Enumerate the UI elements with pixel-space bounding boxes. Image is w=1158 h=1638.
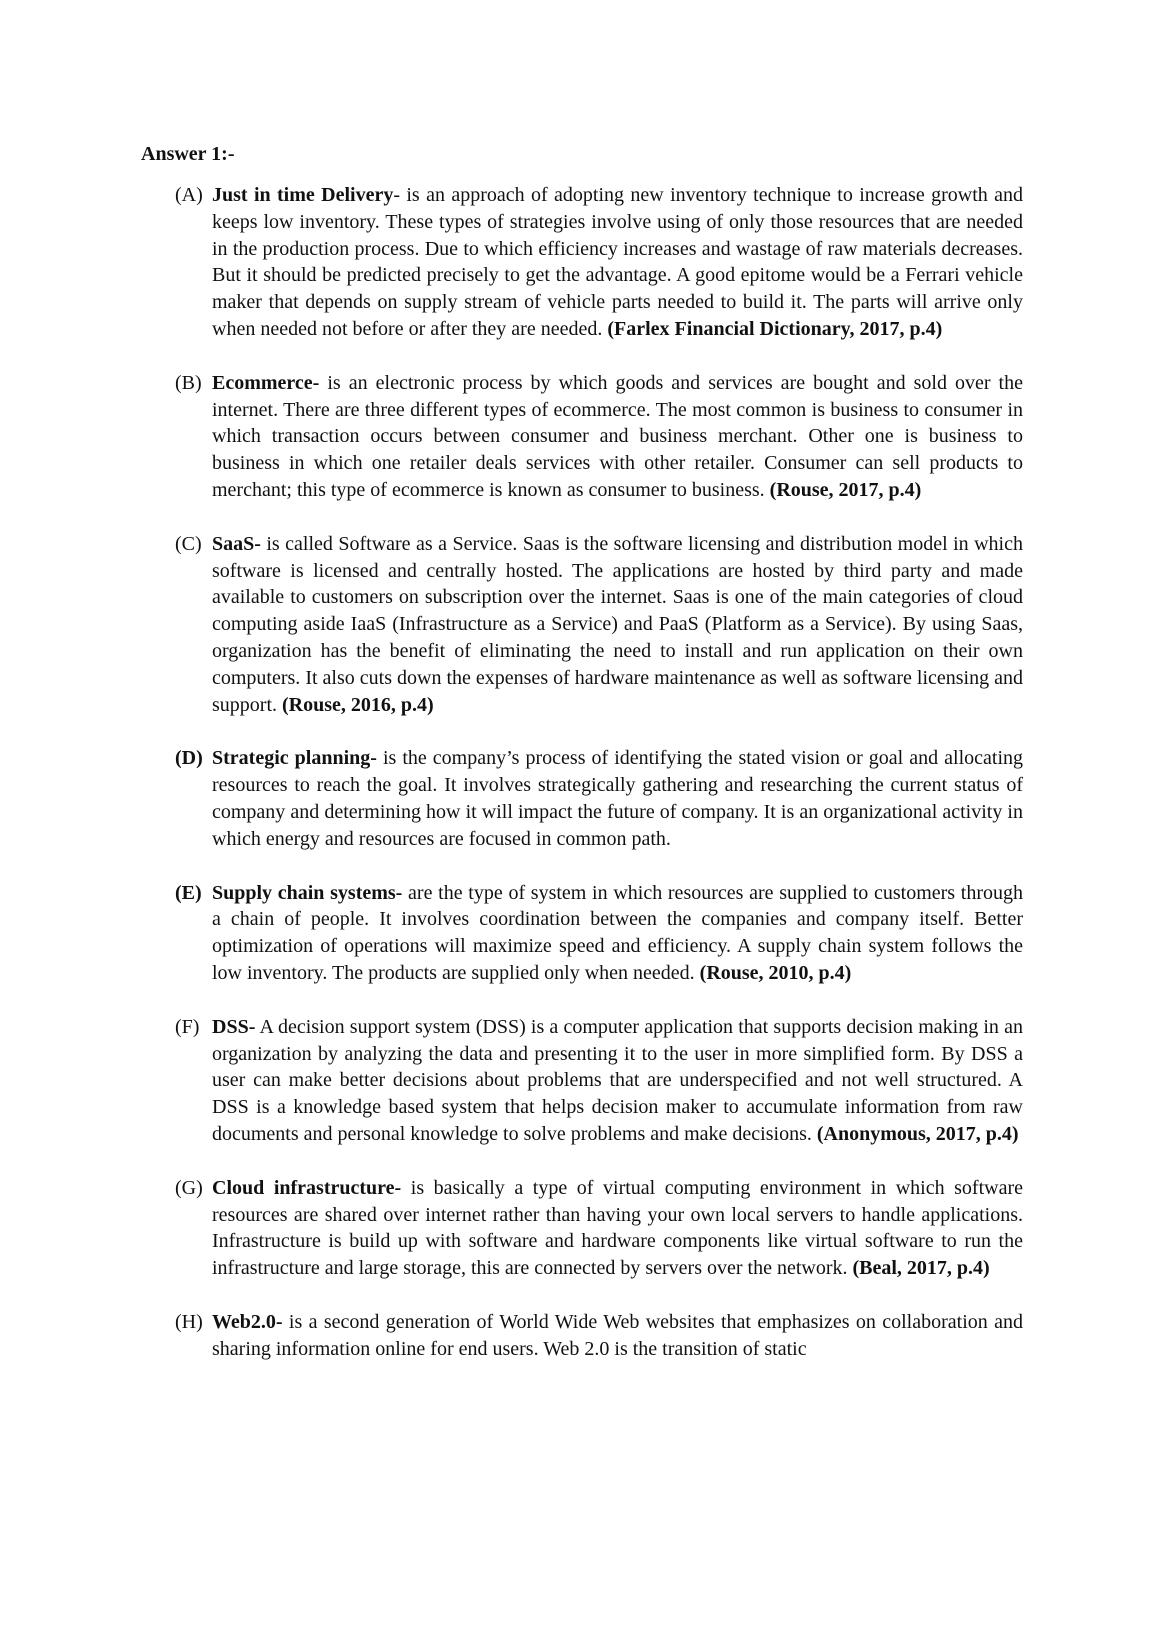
list-item-a [175, 182, 1023, 343]
item-text: - is an approach of adopting new inventory technique to increase growth and keeps low inventory. These types of strategies involve using of only those resources that are needed in the production process. Due to which efficiency increases and wastage of raw materials decreases. But it should be predicted precisely to get the advantage. A good epitome would be a Ferrari vehicle maker that depends on supply stream of vehicle parts needed to build it. The parts will arrive only when needed not before or after they are needed. [212, 184, 1024, 340]
item-text: A decision support system (DSS) is a computer application that supports decision making in an organization by analyzing the data and presenting it to the user in more simplified form. By DSS a user can make better decisions about problems that are underspecified and not well structured. A DSS is a knowledge based system that helps decision maker to accumulate information from raw documents and personal knowledge to solve problems and make decisions. [212, 1015, 1023, 1145]
item-term: Cloud infrastructure- [212, 1176, 402, 1199]
item-body [212, 745, 1023, 852]
item-citation: (Beal, 2017, p.4) [852, 1257, 990, 1280]
item-body [212, 1309, 1023, 1363]
list-item-g [175, 1175, 1023, 1282]
item-marker: (D) [175, 747, 203, 770]
item-term: DSS- [212, 1015, 256, 1038]
item-body [212, 880, 1023, 987]
item-citation: (Rouse, 2016, p.4) [282, 693, 434, 716]
item-text: is a second generation of World Wide Web websites that emphasizes on collaboration and sharing information online for end users. Web 2.0 is the transition of static [212, 1310, 1023, 1360]
list-item-d [175, 745, 1023, 852]
item-term: Web2.0- [212, 1310, 283, 1333]
list-item-c [175, 531, 1023, 719]
item-marker: (G) [175, 1176, 203, 1199]
item-text: is basically a type of virtual computing environment in which software resources are shared over internet rather than having your own local servers to handle applications. Infrastructure is build up with software and hardware components like virtual software to run the infrastructure and large storage, this are connected by servers over the network. [212, 1176, 1023, 1280]
item-citation: (Anonymous, 2017, p.4) [816, 1122, 1019, 1145]
list-item-f [175, 1014, 1023, 1148]
item-body [212, 1175, 1023, 1282]
item-body [212, 1014, 1023, 1148]
item-text: is called Software as a Service. Saas is the software licensing and distribution model in which software is licensed and centrally hosted. The applications are hosted by third party and made available to customers on subscription over the internet. Saas is one of the main categories of cloud computing aside IaaS (Infrastructure as a Service) and PaaS (Platform as a Service). By using Saas, organization has the benefit of eliminating the need to install and run application on their own computers. It also cuts down the expenses of hardware maintenance as well as software licensing and support. [212, 532, 1023, 716]
item-text: is an electronic process by which goods and services are bought and sold over the internet. There are three different types of ecommerce. The most common is business to consumer in which transaction occurs between consumer and business merchant. Other one is business to business in which one retailer deals services with other retailer. Consumer can sell products to merchant; this type of ecommerce is known as consumer to business. [212, 371, 1023, 501]
item-citation: (Rouse, 2010, p.4) [699, 961, 852, 984]
item-text: is the company’s process of identifying the stated vision or goal and allocating resources to reach the goal. It involves strategically gathering and researching the current status of company and determining how it will impact the future of company. It is an organizational activity in which energy and resources are focused in common path. [212, 747, 1023, 850]
definition-list [175, 182, 1023, 1389]
item-term: SaaS- [212, 532, 261, 555]
item-citation: (Rouse, 2017, p.4) [769, 478, 922, 501]
item-marker: (B) [175, 371, 202, 394]
item-marker: (C) [175, 532, 202, 555]
answer-heading: Answer 1:- [141, 143, 235, 165]
item-body [212, 370, 1023, 504]
item-term: Supply chain systems- [212, 881, 403, 904]
item-marker: (H) [175, 1310, 203, 1333]
item-marker: (A) [175, 184, 203, 206]
item-citation: (Farlex Financial Dictionary, 2017, p.4) [607, 317, 943, 340]
item-marker: (F) [175, 1015, 200, 1038]
item-marker: (E) [175, 881, 202, 904]
item-body [212, 531, 1023, 719]
item-body [212, 182, 1023, 343]
item-term: Strategic planning- [212, 747, 377, 770]
list-item-h [175, 1309, 1023, 1363]
list-item-b [175, 370, 1023, 504]
item-text: are the type of system in which resources are supplied to customers through a chain of people. It involves coordination between the companies and company itself. Better optimization of operations will maximize speed and efficiency. A supply chain system follows the low inventory. The products are supplied only when needed. [212, 881, 1023, 984]
list-item-e [175, 880, 1023, 987]
item-term: Just in time Delivery [212, 184, 394, 206]
item-term: Ecommerce- [212, 371, 320, 394]
